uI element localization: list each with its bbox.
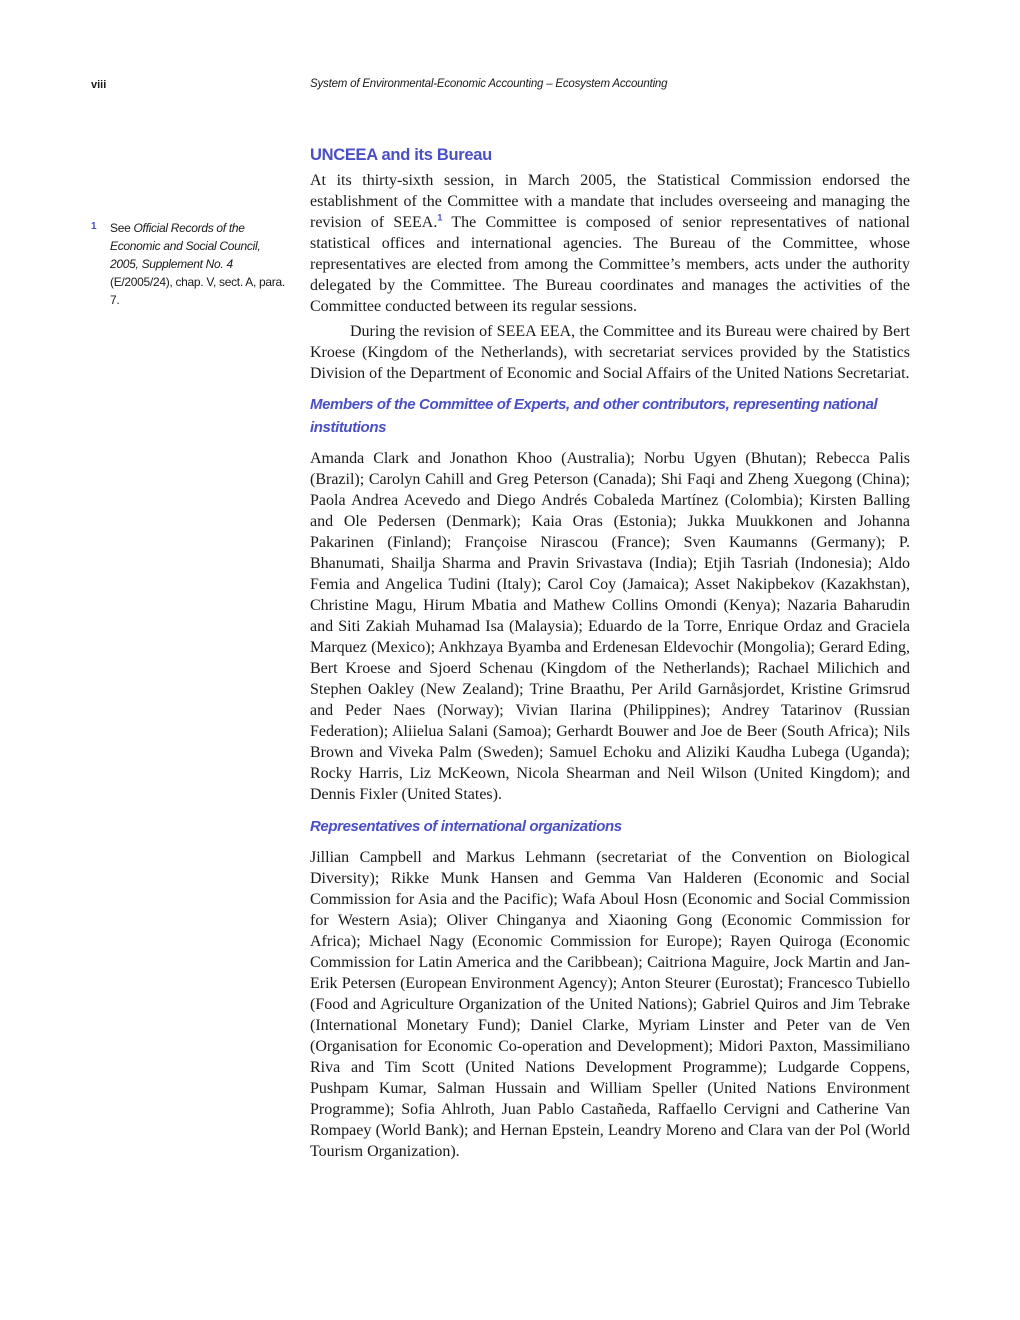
running-header: System of Environmental-Economic Accounting – Ecosystem Accounting [310, 78, 668, 90]
section-paragraph-2: During the revision of SEEA EEA, the Committee and its Bureau were chaired by Bert Kroese (Kingdom of the Netherlands), with secretariat services provided by the Statistics Division of the Department of Economic and Social Affairs of the United Nations Secretariat. [310, 323, 910, 382]
members-title: Members of the Committee of Experts, and other contributors, representing national institutions [310, 396, 878, 436]
footnote [91, 219, 291, 309]
footnote-citation: Official Records of the Economic and Social Council, 2005, Supplement No. 4 [110, 221, 261, 271]
footnote-prefix: See [110, 221, 134, 235]
section-title: UNCEEA and its Bureau [310, 146, 492, 164]
footnote-marker: 1 [91, 221, 97, 232]
footnote-body [110, 219, 291, 309]
section-paragraph-1 [310, 170, 910, 317]
paragraph-1-text-after: The Committee is composed of senior representatives of national statistical offices and international agencies. The Bureau of the Committee, whose representatives are elected from among the Committee’s members, acts under the authority delegated by the Committee. The Bureau coordinates and manages the activities of the Committee conducted between its regular sessions. [310, 214, 911, 315]
footnote-reference[interactable]: 1 [437, 212, 443, 223]
footnote-suffix: (E/2005/24), chap. V, sect. A, para. 7. [110, 275, 285, 307]
main-content [310, 146, 910, 1162]
international-list: Jillian Campbell and Markus Lehmann (secretariat of the Convention on Biological Diversity); Rikke Munk Hansen and Gemma Van Halderen (Economic and Social Commission for Asia and the Pacific); Wafa Aboul Hosn (Economic and Social Commission for Western Asia); Oliver Chinganya and Xiaoning Gong (Economic Commission for Africa); Michael Nagy (Economic Commission for Europe); Rayen Quiroga (Economic Commission for Latin America and the Caribbean); Caitriona Maguire, Jock Martin and Jan-Erik Petersen (European Environment Agency); Anton Steurer (Eurostat); Francesco Tubiello (Food and Agriculture Organization of the United Nations); Gabriel Quiros and Jim Tebrake (International Monetary Fund); Daniel Clarke, Myriam Linster and Peter van de Ven (Organisation for Economic Co-operation and Development); Midori Paxton, Massimiliano Riva and Tim Scott (United Nations Development Programme); Ludgarde Coppens, Pushpam Kumar, Salman Hussain and William Speller (United Nations Environment Programme); Sofia Ahlroth, Juan Pablo Castañeda, Raffaello Cervigni and Catherine Van Rompaey (World Bank); and Hernan Epstein, Leandry Moreno and Clara van der Pol (World Tourism Organization). [310, 849, 910, 1160]
page-number: viii [91, 79, 107, 91]
members-list: Amanda Clark and Jonathon Khoo (Australia); Norbu Ugyen (Bhutan); Rebecca Palis (Brazil); Carolyn Cahill and Greg Peterson (Canada); Shi Faqi and Zheng Xuegong (China); Paola Andrea Acevedo and Diego Andrés Cobaleda Martínez (Colombia); Kirsten Balling and Ole Pedersen (Denmark); Kaia Oras (Estonia); Jukka Muukkonen and Johanna Pakarinen (Finland); Françoise Nirascou (France); Sven Kaumanns (Germany); P. Bhanumati, Shailja Sharma and Pravin Srivastava (India); Etjih Tasriah (Indonesia); Aldo Femia and Angelica Tudini (Italy); Carol Coy (Jamaica); Asset Nakipbekov (Kazakhstan), Christine Magu, Hirum Mbatia and Mathew Collins Omondi (Kenya); Nazaria Baharudin and Siti Zakiah Muhamad Isa (Malaysia); Eduardo de la Torre, Enrique Ordaz and Graciela Marquez (Mexico); Ankhzaya Byamba and Erdenesan Eldevochir (Mongolia); Gerard Eding, Bert Kroese and Sjoerd Schenau (Kingdom of the Netherlands); Rachael Milichich and Stephen Oakley (New Zealand); Trine Braathu, Per Arild Garnåsjordet, Kristine Grimsrud and Peder Naes (Norway); Vivian Ilarina (Philippines); Andrey Tatarinov (Russian Federation); Aliielua Salani (Samoa); Gerhardt Bouwer and Joe de Beer (South Africa); Nils Brown and Viveka Palm (Sweden); Samuel Echoku and Aliziki Kaudha Lubega (Uganda); Rocky Harris, Liz McKeown, Nicola Shearman and Neil Wilson (United Kingdom); and Dennis Fixler (United States). [310, 450, 910, 803]
paragraph-1-text-before: At its thirty-sixth session, in March 2005, the Statistical Commission endorsed the establishment of the Committee with a mandate that includes overseeing and managing the revision of SEEA. [310, 172, 910, 231]
international-title: Representatives of international organizations [310, 818, 622, 835]
